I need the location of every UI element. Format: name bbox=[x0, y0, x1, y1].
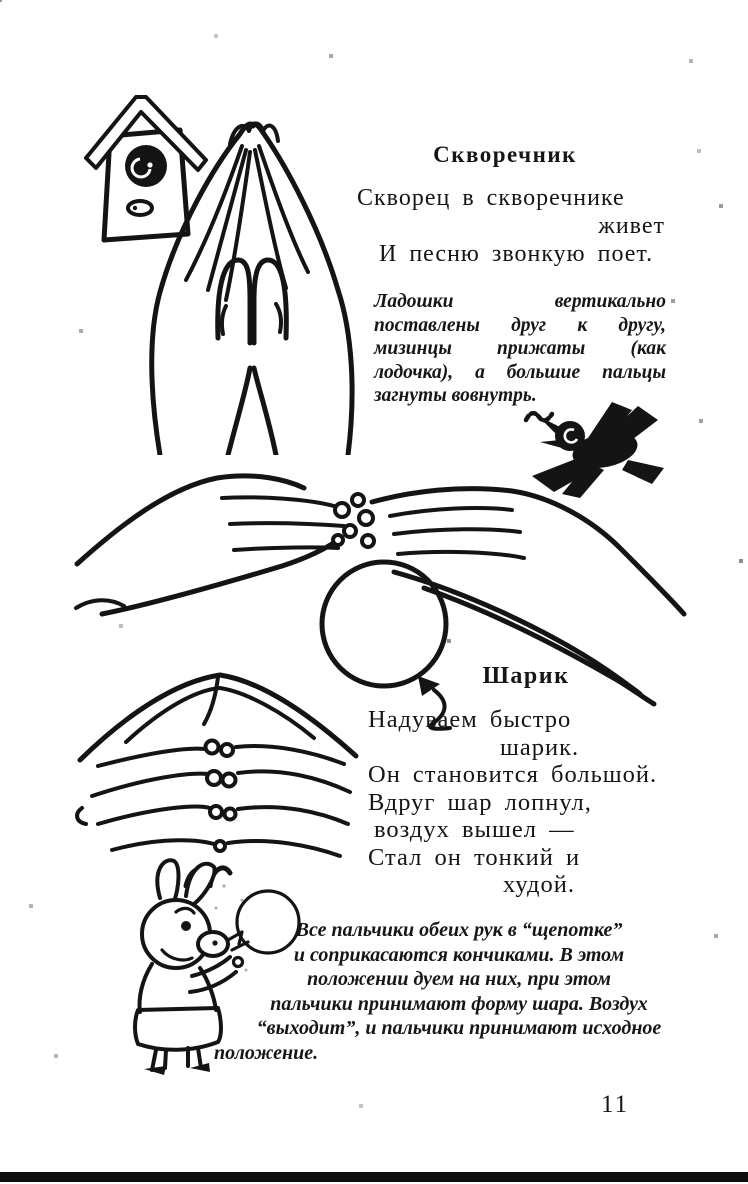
section-title-sharik: Шарик bbox=[482, 663, 570, 689]
instruction-skvorechnik bbox=[374, 290, 666, 408]
instruction-sharik bbox=[208, 918, 710, 1065]
instruction-line: Ладошки вертикально bbox=[374, 291, 666, 312]
instruction-line: положении дуем на них, при этом bbox=[307, 968, 611, 990]
poem-line: И песню звонкую поет. bbox=[379, 241, 654, 267]
poem-line: живет bbox=[598, 213, 665, 239]
poem-line: Стал он тонкий и bbox=[368, 843, 581, 871]
poem-sharik bbox=[368, 706, 680, 899]
poem-line: Вдруг шар лопнул, bbox=[368, 788, 592, 816]
poem-line: шарик. bbox=[500, 733, 580, 761]
instruction-line: мизинцы прижаты (как bbox=[374, 338, 666, 359]
instruction-line: “выходит”, и пальчики принимают исходное bbox=[256, 1017, 662, 1039]
poem-skvorechnik bbox=[357, 184, 665, 268]
instruction-line: и соприкасаются кончиками. В этом bbox=[293, 943, 625, 966]
poem-line: Надуваем быстро bbox=[368, 706, 572, 733]
page-number: 11 bbox=[601, 1091, 630, 1118]
poem-line: воздух вышел — bbox=[374, 816, 575, 843]
hands-roof-gesture-drawing bbox=[126, 110, 381, 455]
instruction-line: пальчики принимают форму шара. Воздух bbox=[270, 992, 648, 1015]
instruction-line: загнуты вовнутрь. bbox=[374, 385, 537, 406]
section-title-skvorechnik: Скворечник bbox=[433, 142, 577, 167]
poem-line: Скворец в скворечнике bbox=[357, 185, 625, 211]
instruction-line: поставлены друг к другу, bbox=[374, 314, 666, 336]
scan-noise bbox=[0, 0, 2, 2]
poem-line: Он становится большой. bbox=[368, 761, 658, 788]
poem-line: худой. bbox=[503, 871, 575, 898]
instruction-line: лодочка), а большие пальцы bbox=[374, 361, 666, 383]
page-bottom-rule bbox=[0, 1172, 748, 1182]
instruction-line: Все пальчики обеих рук в “щепотке” bbox=[295, 919, 623, 941]
instruction-line: положение. bbox=[214, 1041, 319, 1064]
